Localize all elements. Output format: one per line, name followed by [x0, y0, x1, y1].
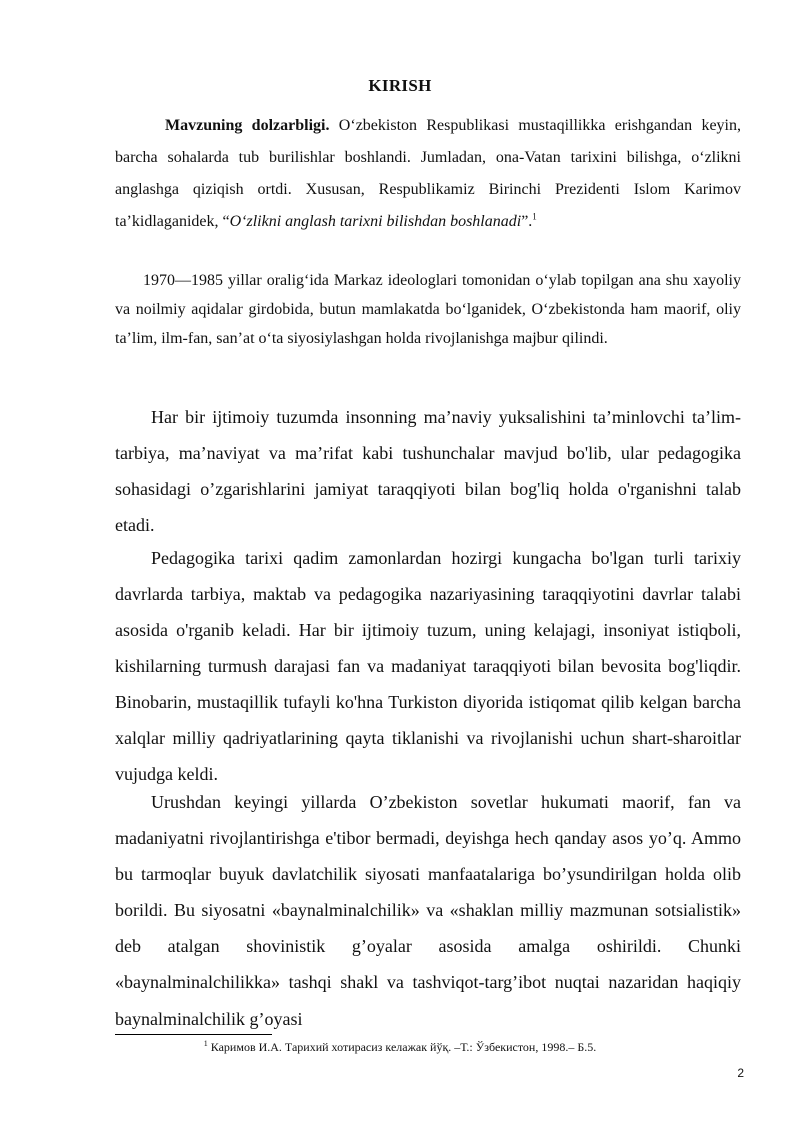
footnote-text: Каримов И.А. Тарихий хотирасиз келажак йўқ. –Т.: Ўзбекистон, 1998.– Б.5. [210, 1040, 597, 1054]
section-heading: KIRISH [368, 76, 432, 95]
paragraph-relevance [115, 110, 741, 238]
relevance-closing: ”. [521, 213, 533, 230]
page-number: 2 [737, 1066, 744, 1080]
paragraph-social-system: Har bir ijtimoiy tuzumda insonning ma’naviy yuksalishini ta’minlovchi ta’lim-tarbiya, ma’naviyat va ma’rifat kabi tushunchalar mavjud bo'lib, ular pedagogika sohasidagi o’zgarishlarini jamiyat taraqqiyoti bilan bog'liq holda o'rganishni talab etadi. [115, 407, 741, 535]
footnote-reference[interactable]: 1 [532, 211, 537, 222]
footnote-marker: 1 [203, 1039, 208, 1048]
footnote [0, 1039, 800, 1055]
paragraph-1970-1985: 1970—1985 yillar oralig‘ida Markaz ideologlari tomonidan o‘ylab topilgan ana shu xayoliy va noilmiy aqidalar girdobida, butun mamlakatda bo‘lganidek, O‘zbekistonda ham maorif, oliy ta’lim, ilm-fan, san’at o‘ta siyosiylashgan holda rivojlanishga majbur qilindi. [115, 272, 741, 347]
paragraph-pedagogy-history: Pedagogika tarixi qadim zamonlardan hozirgi kungacha bo'lgan turli tarixiy davrlarda tarbiya, maktab va pedagogika nazariyasining taraqqiyotini davrlar talabi asosida o'rganib keladi. Har bir ijtimoiy tuzum, uning kelajagi, insoniyat istiqboli, kishilarning turmush darajasi fan va madaniyat taraqqiyoti bilan bevosita bog'liqdir. Binobarin, mustaqillik tufayli ko'hna Turkiston diyorida istiqomat qilib kelgan barcha xalqlar milliy qadriyatlarining qayta tiklanishi va rivojlanishi uchun shart-sharoitlar vujudga keldi. [115, 548, 741, 784]
relevance-text: O‘zbekiston Respublikasi mustaqillikka erishgandan keyin, barcha sohalarda tub burilishlar boshlandi. Jumladan, ona-Vatan tarixini bilishga, o‘zlikni anglashga qiziqish ortdi. Xususan, Respublikamiz Birinchi Prezidenti Islom Karimov ta’kidlaganidek, “ [115, 117, 741, 230]
footnote-divider [115, 1034, 272, 1035]
relevance-lead: Mavzuning dolzarbligi. [165, 117, 330, 134]
paragraph-postwar-years: Urushdan keyingi yillarda O’zbekiston sovetlar hukumati maorif, fan va madaniyatni rivojlantirishga e'tibor bermadi, deyishga hech qanday asos yo’q. Ammo bu tarmoqlar buyuk davlatchilik siyosati manfaatalariga bo’ysundirilgan holda olib borildi. Bu siyosatni «baynalminalchilik» va «shaklan milliy mazmunan sotsialistik» deb atalgan shovinistik g’oyalar asosida amalga oshirildi. Chunki «baynalminalchilikka» tashqi shakl va tashviqot-targ’ibot nuqtai nazaridan haqiqiy baynalminalchilik g’oyasi [115, 792, 741, 1029]
relevance-quote: O‘zlikni anglash tarixni bilishdan boshlanadi [229, 213, 522, 230]
